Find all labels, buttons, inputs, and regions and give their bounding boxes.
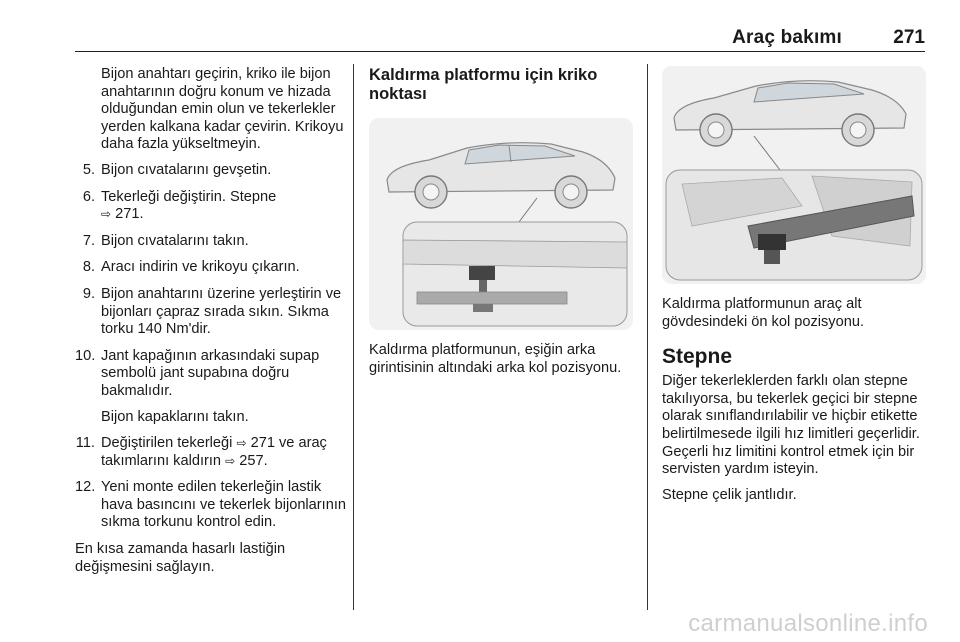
rear-lift-point-illustration (369, 118, 633, 330)
step-number: 9. (82, 285, 95, 302)
spare-wheel-note: Stepne çelik jantlıdır. (662, 486, 797, 503)
step-number: 11. (75, 435, 95, 452)
column-divider-1 (353, 64, 354, 610)
step-number: 10. (75, 347, 96, 364)
step-item (75, 286, 347, 339)
column-divider-2 (647, 64, 648, 610)
step-number: 6. (82, 188, 95, 205)
page-ref-link[interactable]: 257. (239, 452, 268, 469)
step-text: Jant kapağının arkasındaki supap sembolü jant supabına doğru bakmalıdır. (101, 347, 320, 399)
step-subtext: Bijon kapaklarını takın. (101, 408, 249, 425)
step-number: 5. (82, 161, 95, 178)
step-number: 8. (82, 259, 95, 276)
step-item (75, 479, 347, 532)
step-item (75, 259, 347, 277)
rear-lift-caption: Kaldırma platformunun, eşiğin arka girintisinin altındaki arka kol pozisyonu. (369, 342, 622, 376)
page-ref-arrow-icon[interactable]: ⇨ (101, 207, 112, 222)
jacking-point-title: Kaldırma platformu için kriko noktası (369, 66, 598, 103)
step-text: Tekerleği değiştirin. Stepne (101, 188, 277, 205)
intro-paragraph: Bijon anahtarı geçirin, kriko ile bijon anahtarının doğru konum ve hizada olduğundan emin olun ve tekerlekler yerden kalkana kadar çevirin. Krikoyu daha fazla yükseltmeyin. (101, 66, 344, 153)
step-number: 7. (82, 232, 95, 249)
step-list (75, 162, 347, 532)
step-text: Bijon cıvatalarını takın. (101, 232, 249, 249)
car-underbody-illustration-icon (662, 66, 926, 284)
step-item (75, 348, 347, 426)
column-1 (75, 66, 347, 584)
column-2 (369, 66, 637, 385)
page-number: 271 (893, 27, 925, 48)
header-rule (75, 51, 925, 52)
step-number: 12. (75, 479, 96, 496)
car-illustration-icon (369, 118, 633, 330)
step-item (75, 189, 347, 224)
step-item (75, 162, 347, 180)
front-lift-caption: Kaldırma platformunun araç alt gövdesindeki ön kol pozisyonu. (662, 296, 865, 330)
spare-wheel-heading: Stepne (662, 345, 733, 369)
step-item (75, 233, 347, 251)
outro-paragraph: En kısa zamanda hasarlı lastiğin değişmesini sağlayın. (75, 541, 286, 575)
step-text: Bijon anahtarını üzerine yerleştirin ve bijonları çapraz sırada sıkın. Sıkma torku 140 Nm'dir. (101, 285, 342, 338)
step-text: Aracı indirin ve krikoyu çıkarın. (101, 259, 300, 276)
page-ref-arrow-icon[interactable]: ⇨ (225, 453, 236, 468)
watermark-text: carmanualsonline.info (688, 610, 928, 637)
page-ref-link[interactable]: 271 ve araç takımlarını kaldırın (101, 435, 327, 469)
section-title: Araç bakımı (732, 27, 842, 48)
column-3 (662, 66, 928, 512)
step-text: Bijon cıvatalarını gevşetin. (101, 161, 272, 178)
spare-wheel-body: Diğer tekerleklerden farklı olan stepne takılıyorsa, bu tekerlek geçici bir stepne olarak sınıflandırılabilir ve hiçbir etikette belirtilmesede ilgili hız limitleri geçerlidir. Geçerli hız limitini kontrol etmek için bir servisten yardım isteyin. (662, 373, 920, 478)
step-item (75, 435, 347, 470)
front-lift-point-illustration (662, 66, 926, 284)
step-text: Yeni monte edilen tekerleğin lastik hava basıncını ve tekerlek bijonlarının sıkma torkunu kontrol edin. (101, 479, 346, 531)
page-ref-arrow-icon[interactable]: ⇨ (236, 436, 247, 451)
page-ref-link[interactable]: 271. (115, 206, 144, 223)
page-header (75, 24, 925, 52)
step-text: Değiştirilen tekerleği (101, 435, 233, 452)
